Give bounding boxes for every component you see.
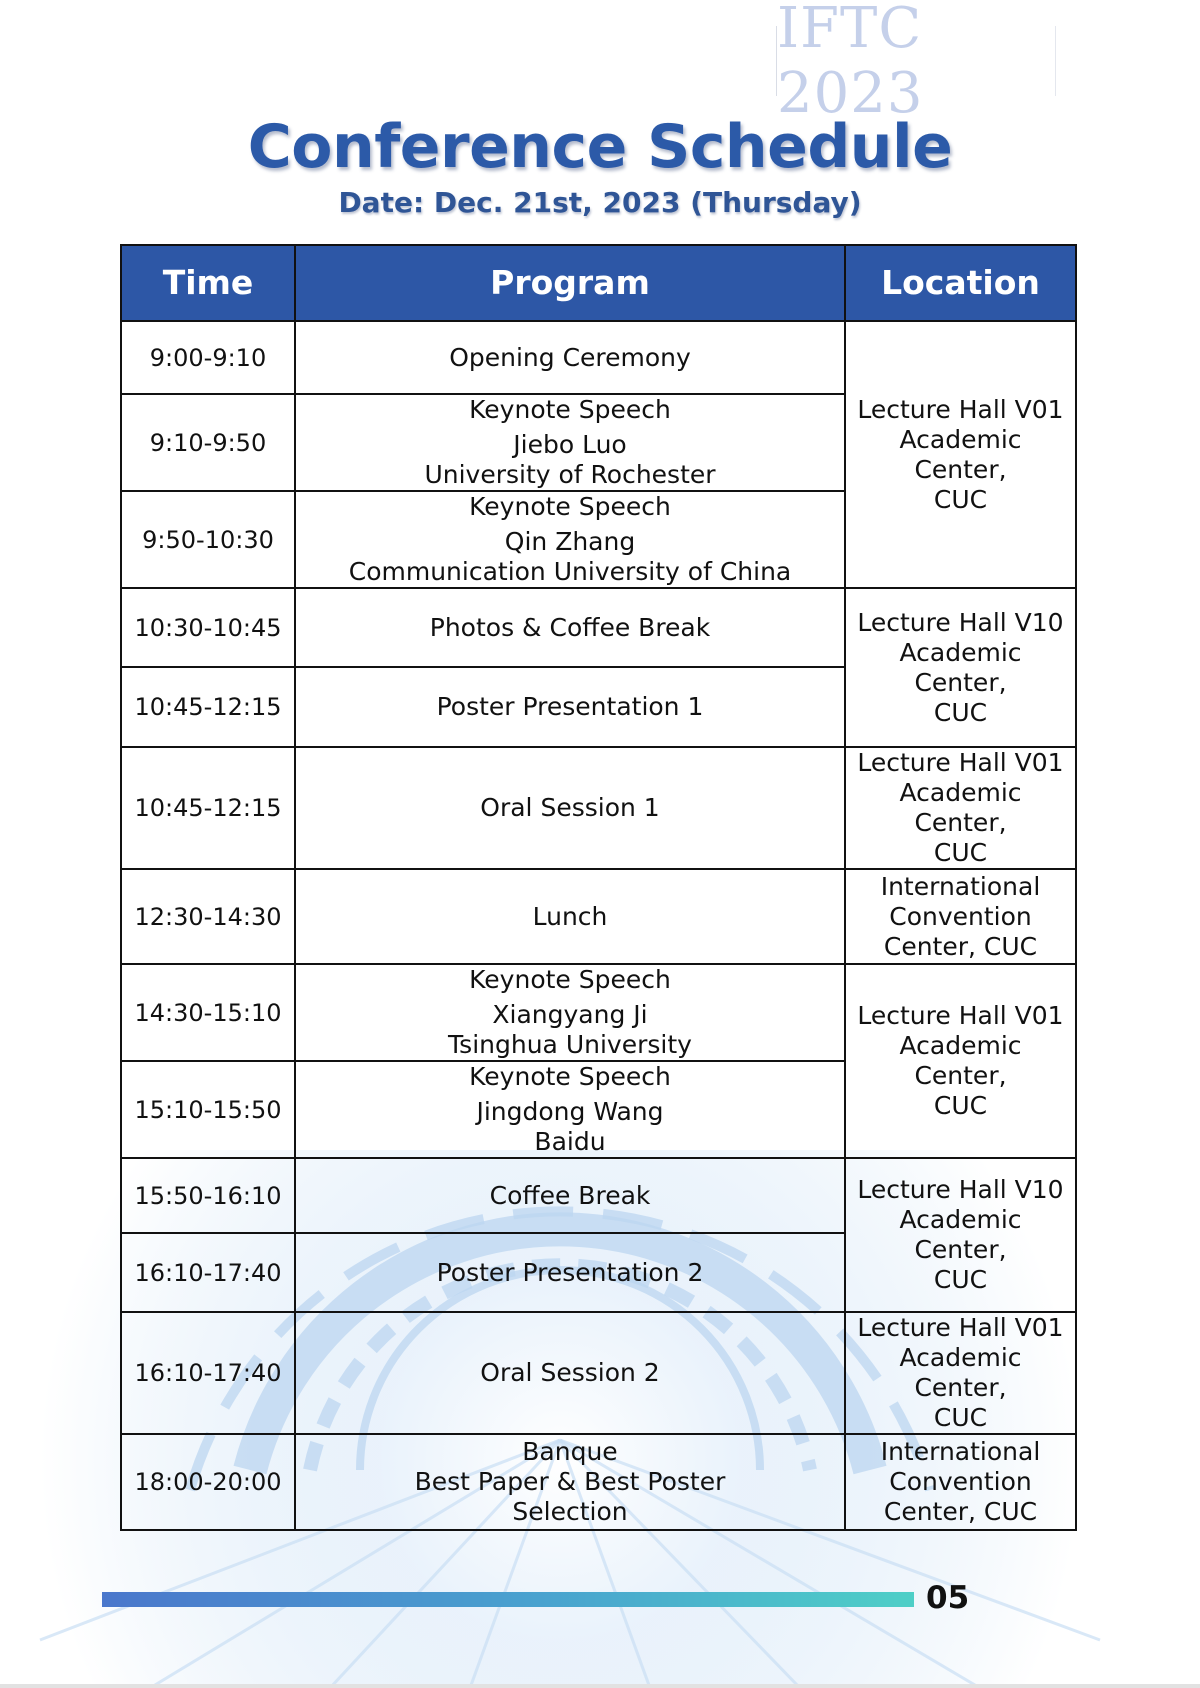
page-number: 05 [926, 1580, 970, 1616]
time-cell: 15:50-16:10 [121, 1158, 295, 1233]
time-cell: 12:30-14:30 [121, 869, 295, 964]
program-cell [295, 869, 845, 964]
location-line: Lecture Hall V01 [857, 1313, 1064, 1342]
program-cell [295, 1312, 845, 1434]
schedule-row [121, 588, 1076, 667]
location-line: Convention [889, 901, 1032, 931]
location-line: CUC [933, 1265, 988, 1294]
schedule-row [121, 1434, 1076, 1530]
page-title: Conference Schedule [247, 112, 953, 182]
time-cell: 9:10-9:50 [121, 394, 295, 491]
program-cell [295, 1158, 845, 1233]
time-cell: 10:30-10:45 [121, 588, 295, 667]
program-line: Qin Zhang [504, 527, 636, 556]
location-cell [845, 588, 1076, 747]
location-line: Center, CUC [883, 1497, 1038, 1526]
program-line: Keynote Speech [469, 1062, 671, 1091]
program-line: Baidu [534, 1127, 606, 1156]
program-line: Jingdong Wang [476, 1097, 664, 1126]
program-cell [295, 1233, 845, 1312]
location-line: CUC [933, 697, 988, 727]
program-line: Communication University of China [348, 557, 792, 586]
location-line: Lecture Hall V01 [857, 394, 1064, 424]
location-cell [845, 1434, 1076, 1530]
schedule-row [121, 747, 1076, 869]
program-cell [295, 394, 845, 491]
program-line: Lunch [532, 901, 608, 931]
program-line: Coffee Break [489, 1180, 651, 1210]
location-line: CUC [933, 1403, 988, 1432]
time-cell: 10:45-12:15 [121, 667, 295, 747]
location-line: Academic Center, [899, 1031, 1022, 1090]
schedule-row [121, 1312, 1076, 1434]
program-line: Best Paper & Best Poster [414, 1467, 726, 1496]
schedule-header-row [121, 245, 1076, 321]
location-line: Convention [889, 1467, 1032, 1496]
schedule-row [121, 964, 1076, 1061]
page-bottom-rule [0, 1684, 1200, 1688]
location-line: Lecture Hall V01 [857, 1001, 1064, 1030]
program-cell [295, 964, 845, 1061]
location-line: International [880, 1437, 1041, 1466]
program-cell [295, 1061, 845, 1158]
location-line: CUC [933, 484, 988, 514]
location-cell [845, 869, 1076, 964]
program-line: Poster Presentation 2 [436, 1257, 704, 1287]
program-cell [295, 321, 845, 394]
brand-wordmark: IFTC 2023 [776, 26, 1056, 96]
program-line: Tsinghua University [448, 1030, 692, 1059]
program-line: Oral Session 1 [480, 793, 660, 822]
time-cell: 16:10-17:40 [121, 1233, 295, 1312]
location-line: Academic Center, [899, 637, 1022, 697]
location-cell [845, 321, 1076, 588]
location-line: Academic Center, [899, 778, 1022, 837]
location-cell [845, 1312, 1076, 1434]
time-cell: 14:30-15:10 [121, 964, 295, 1061]
program-line: Selection [512, 1497, 628, 1526]
program-line: University of Rochester [424, 460, 716, 489]
column-header-program: Program [295, 245, 845, 321]
time-cell: 15:10-15:50 [121, 1061, 295, 1158]
time-cell: 18:00-20:00 [121, 1434, 295, 1530]
program-line: Keynote Speech [469, 395, 671, 424]
program-cell [295, 667, 845, 747]
program-cell [295, 747, 845, 869]
schedule-row [121, 869, 1076, 964]
location-line: CUC [933, 1091, 988, 1120]
time-cell: 9:00-9:10 [121, 321, 295, 394]
location-line: International [880, 871, 1041, 901]
program-line: Poster Presentation 1 [436, 692, 704, 721]
location-line: CUC [933, 838, 988, 867]
column-header-time: Time [121, 245, 295, 321]
program-line: Photos & Coffee Break [429, 612, 711, 642]
location-cell [845, 747, 1076, 869]
program-line: Xiangyang Ji [492, 1000, 648, 1029]
program-line: Oral Session 2 [480, 1358, 660, 1387]
program-line: Opening Ceremony [449, 342, 691, 372]
program-line: Jiebo Luo [513, 430, 627, 459]
program-cell [295, 1434, 845, 1530]
location-line: Academic Center, [899, 424, 1022, 484]
location-line: Academic Center, [899, 1205, 1022, 1264]
location-cell [845, 964, 1076, 1158]
time-cell: 10:45-12:15 [121, 747, 295, 869]
schedule-row [121, 321, 1076, 394]
location-cell [845, 1158, 1076, 1312]
program-line: Banque [522, 1437, 618, 1466]
location-line: Lecture Hall V10 [857, 1175, 1064, 1204]
schedule-date: Date: Dec. 21st, 2023 (Thursday) [338, 186, 862, 219]
footer-gradient-bar [102, 1592, 914, 1607]
schedule-table [120, 244, 1077, 1531]
location-line: Lecture Hall V10 [857, 607, 1064, 637]
program-line: Keynote Speech [469, 965, 671, 994]
schedule-body [121, 321, 1076, 1530]
time-cell: 9:50-10:30 [121, 491, 295, 588]
program-cell [295, 491, 845, 588]
time-cell: 16:10-17:40 [121, 1312, 295, 1434]
schedule-row [121, 1158, 1076, 1233]
location-line: Lecture Hall V01 [857, 748, 1064, 777]
location-line: Center, CUC [883, 931, 1038, 961]
location-line: Academic Center, [899, 1343, 1022, 1402]
program-line: Keynote Speech [469, 492, 671, 521]
column-header-location: Location [845, 245, 1076, 321]
program-cell [295, 588, 845, 667]
